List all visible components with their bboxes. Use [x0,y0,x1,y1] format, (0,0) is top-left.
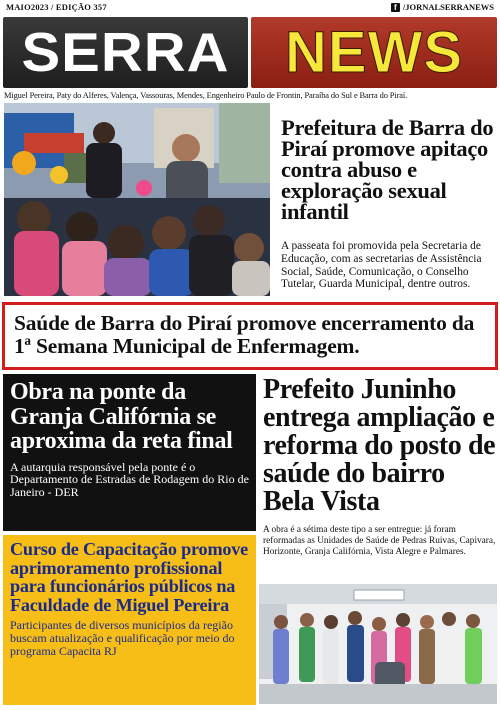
story3-summary: A autarquia responsável pela ponte é o Departamento de Estradas de Rodagem do Rio de Janeiro - DER [10,459,249,499]
issue-label: MAIO2023 / EDIÇÃO 357 [6,2,107,12]
story2-box[interactable] [2,302,498,370]
story5-box[interactable] [3,535,256,705]
story1-photo [4,103,270,296]
story4-headline[interactable]: Prefeito Juninho entrega ampliação e reforma do posto de saúde do bairro Bela Vista [263,374,496,517]
story4-photo [259,584,497,704]
story2-headline: Saúde de Barra do Piraí promove encerramento da 1ª Semana Municipal de Enfermagem. [14,311,475,358]
masthead-news [251,17,497,88]
masthead-word-left: SERRA [21,21,230,84]
story5-summary: Participantes de diversos municípios da região buscam atualização e qualificação por meio do programa Capacita RJ [10,618,235,658]
social-handle: /JORNALSERRANEWS [402,2,494,12]
coverage-cities: Miguel Pereira, Paty do Alferes, Valença, Vassouras, Mendes, Engenheiro Paulo de Frontin, Paraíba do Sul e Barra do Piraí. [4,91,408,100]
story4-summary: A obra é a sétima deste tipo a ser entregue: já foram reformadas as Unidades de Saúde de Pedras Ruivas, Capivara, Horizonte, Granja Califórnia, Vista Alegre e Palmares. [263,525,496,557]
top-info-bar [0,0,500,16]
facebook-icon: f [391,3,400,12]
masthead-serra [3,17,248,88]
story1-summary: A passeata foi promovida pela Secretaria de Educação, com as secretarias de Assistência Social, Saúde, Comunicação, o Conselho Tutelar, Guarda Municipal, dentre outros. [281,240,482,291]
story3-headline: Obra na ponte da Granja Califórnia se aproxima da reta final [10,379,233,454]
story5-headline: Curso de Capacitação promove aprimoramento profissional para funcionários públicos na Faculdade de Miguel Pereira [10,539,249,615]
story3-box[interactable] [3,374,256,531]
social-link[interactable] [391,2,494,12]
masthead-word-right: NEWS [285,20,463,85]
story1-headline[interactable]: Prefeitura de Barra do Piraí promove apitaço contra abuso e exploração sexual infantil [281,115,494,224]
